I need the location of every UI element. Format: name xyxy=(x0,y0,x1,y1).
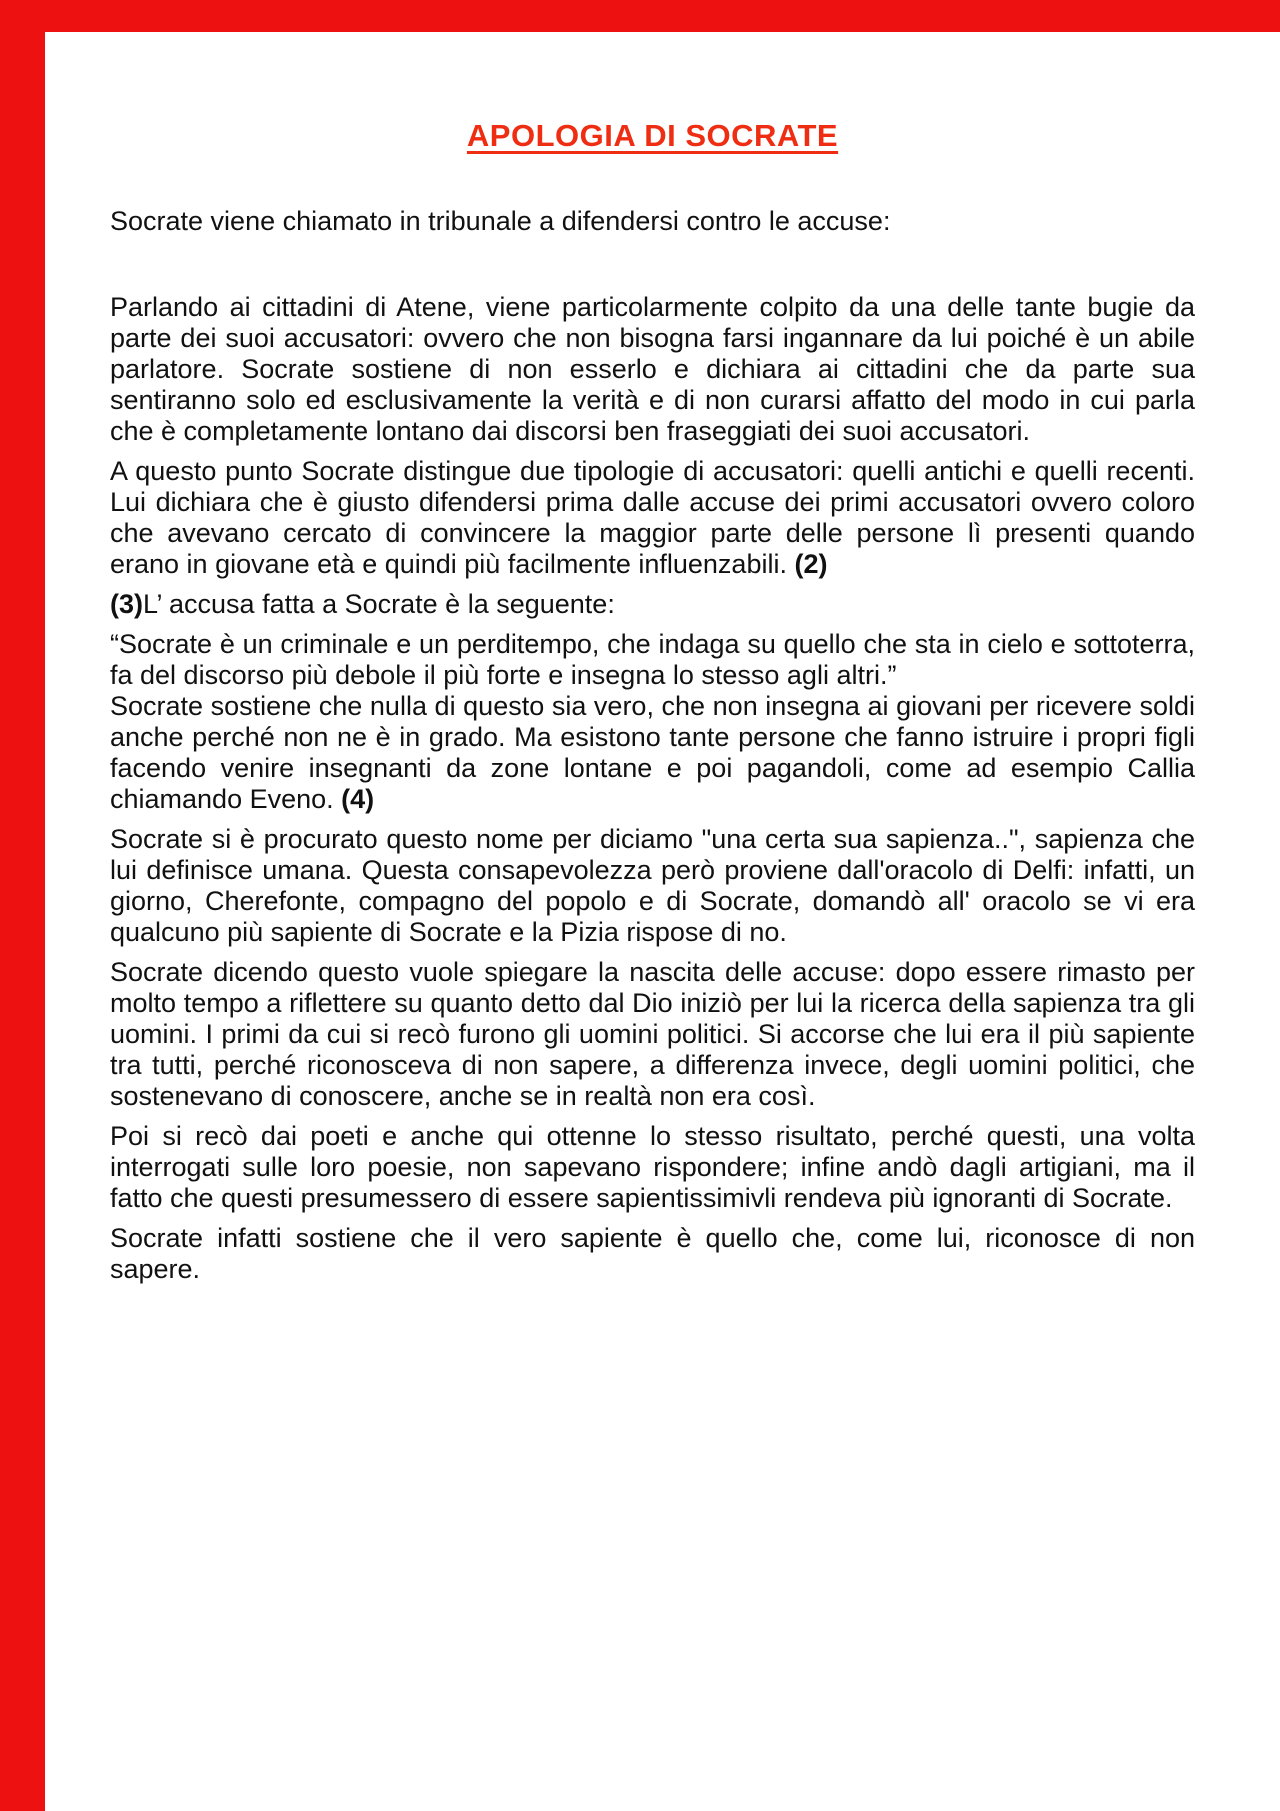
left-red-margin-bar xyxy=(0,0,45,1811)
note-marker-2: (2) xyxy=(794,549,828,579)
paragraph-sapienza: Socrate si è procurato questo nome per diciamo "una certa sua sapienza..", sapienza che lui definisce umana. Questa consapevolezza però proviene dall'oracolo di Delfi: infatti, un giorno, Cherefonte, compagno del popolo e di Socrate, domandò all' oracolo se vi era qualcuno più sapiente di Socrate e la Pizia rispose di no. xyxy=(110,824,1195,947)
paragraph-accusa-quote xyxy=(110,629,1195,815)
paragraph-intro: Socrate viene chiamato in tribunale a difendersi contro le accuse: xyxy=(110,206,891,236)
note-marker-3: (3) xyxy=(110,589,143,619)
paragraph-parlando: Parlando ai cittadini di Atene, viene particolarmente colpito da una delle tante bugie da parte dei suoi accusatori: ovvero che non bisogna farsi ingannare da lui poiché è un abile parlatore. Socrate sostiene di non esserlo e dichiara ai cittadini che da parte sua sentiranno solo ed esclusivamente la verità e di non curarsi affatto del modo in cui parla che è completamente lontano dai discorsi ben fraseggiati dei suoi accusatori. xyxy=(110,292,1195,446)
paragraph-nascita-accuse: Socrate dicendo questo vuole spiegare la nascita delle accuse: dopo essere rimasto per molto tempo a riflettere su quanto detto dal Dio iniziò per lui la ricerca della sapienza tra gli uomini. I primi da cui si recò furono gli uomini politici. Si accorse che lui era il più sapiente tra tutti, perché riconosceva di non sapere, a differenza invece, degli uomini politici, che sostenevano di conoscere, anche se in realtà non era così. xyxy=(110,957,1195,1111)
paragraph-due-tipologie xyxy=(110,456,1195,580)
paragraph-accusa-label xyxy=(110,589,1195,620)
paragraph-accusa-rest: Socrate sostiene che nulla di questo sia vero, che non insegna ai giovani per ricevere soldi anche perché non ne è in grado. Ma esistono tante persone che fanno istruire i propri figli facendo venire insegnanti da zone lontane e poi pagandoli, come ad esempio Callia chiamando Eveno. xyxy=(110,691,1195,814)
note-marker-4: (4) xyxy=(341,784,375,814)
paragraph-accusa-label-text: L’ accusa fatta a Socrate è la seguente: xyxy=(143,589,615,619)
top-red-margin-bar xyxy=(0,0,1280,32)
document-body xyxy=(110,0,1195,1294)
page-title: APOLOGIA DI SOCRATE xyxy=(466,118,839,153)
paragraph-due-tipologie-text: A questo punto Socrate distingue due tipologie di accusatori: quelli antichi e quelli recenti. Lui dichiara che è giusto difendersi prima dalle accuse dei primi accusatori ovvero coloro che avevano cercato di convincere la maggior parte delle persone lì presenti quando erano in giovane età e quindi più facilmente influenzabili. xyxy=(110,456,1195,579)
paragraph-vero-sapiente: Socrate infatti sostiene che il vero sapiente è quello che, come lui, riconosce di non sapere. xyxy=(110,1223,1195,1284)
paragraph-poeti-artigiani: Poi si recò dai poeti e anche qui ottenne lo stesso risultato, perché questi, una volta interrogati sulle loro poesie, non sapevano rispondere; infine andò dagli artigiani, ma il fatto che questi presumessero di essere sapientissimivli rendeva più ignoranti di Socrate. xyxy=(110,1121,1195,1213)
quote-text: “Socrate è un criminale e un perditempo, che indaga su quello che sta in cielo e sottoterra, fa del discorso più debole il più forte e insegna lo stesso agli altri.” xyxy=(110,629,1195,690)
